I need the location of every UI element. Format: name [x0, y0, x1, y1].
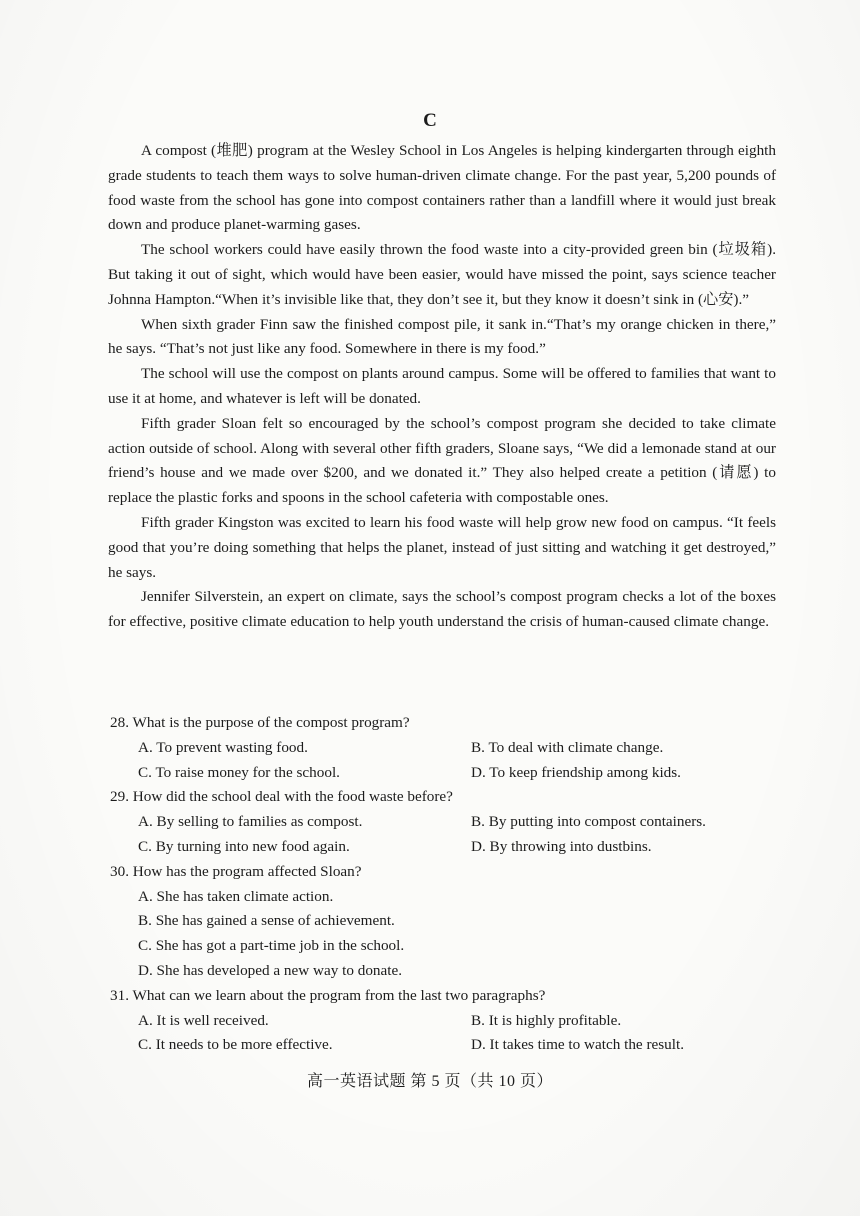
question-list	[110, 711, 776, 1058]
section-heading: C	[423, 110, 437, 131]
passage-paragraph: When sixth grader Finn saw the finished compost pile, it sank in.“That’s my orange chicken in there,” he says. “That’s not just like any food. Somewhere in there is my food.”	[108, 315, 776, 358]
reading-passage	[108, 139, 776, 635]
option-b: B. By putting into compost containers.	[471, 813, 706, 831]
answer-options	[110, 1009, 776, 1059]
answer-options	[110, 810, 776, 860]
option-b: B. She has gained a sense of achievement.	[138, 912, 395, 930]
option-a: A. To prevent wasting food.	[138, 738, 308, 756]
passage-paragraph: A compost (堆肥) program at the Wesley School in Los Angeles is helping kindergarten through eighth grade students to teach them ways to solve human-driven climate change. For the past year, 5,200 pounds of food waste from the school has gone into compost containers rather than a landfill where it would just break down and produce planet-warming gases.	[108, 142, 776, 234]
passage-paragraph: The school workers could have easily thrown the food waste into a city-provided green bin (垃圾箱). But taking it out of sight, which would have been easier, would have missed the point, says science teacher Johnna Hampton.“When it’s invisible like that, they don’t see it, but they know it doesn’t sink in (心安).”	[108, 241, 776, 308]
option-a: A. It is well received.	[138, 1011, 269, 1029]
option-d: D. To keep friendship among kids.	[471, 763, 681, 781]
option-d: D. It takes time to watch the result.	[471, 1036, 684, 1054]
passage-paragraph: The school will use the compost on plants around campus. Some will be offered to families that want to use it at home, and whatever is left will be donated.	[108, 365, 776, 407]
question-stem: 29. How did the school deal with the food waste before?	[110, 788, 453, 806]
passage-paragraph: Jennifer Silverstein, an expert on climate, says the school’s compost program checks a lot of the boxes for effective, positive climate education to help youth understand the crisis of human-caused climate change.	[108, 588, 776, 631]
question-stem: 28. What is the purpose of the compost program?	[110, 714, 410, 731]
question-stem: 30. How has the program affected Sloan?	[110, 862, 362, 880]
option-d: D. By throwing into dustbins.	[471, 837, 652, 855]
option-a: A. She has taken climate action.	[138, 887, 334, 905]
passage-paragraph: Fifth grader Sloan felt so encouraged by the school’s compost program she decided to take climate action outside of school. Along with several other fifth graders, Sloane says, “We did a lemonade stand at our friend’s house and we made over $200, and we donated it.” They also helped create a petition (请愿) to replace the plastic forks and spoons in the school cafeteria with compostable ones.	[108, 414, 776, 507]
passage-paragraph: Fifth grader Kingston was excited to learn his food waste will help grow new food on campus. “It feels good that you’re doing something that helps the planet, instead of just sitting and watching it get destroyed,” he says.	[108, 513, 776, 581]
option-a: A. By selling to families as compost.	[138, 813, 363, 831]
question-31	[110, 984, 776, 1058]
option-c: C. To raise money for the school.	[138, 763, 340, 781]
option-d: D. She has developed a new way to donate.	[138, 961, 403, 979]
option-c: C. She has got a part-time job in the school.	[138, 937, 405, 955]
option-b: B. It is highly profitable.	[471, 1011, 622, 1029]
answer-options	[110, 736, 776, 786]
question-30	[110, 860, 776, 984]
page-footer: 高一英语试题 第 5 页（共 10 页）	[306, 1073, 553, 1090]
option-b: B. To deal with climate change.	[471, 738, 664, 756]
option-c: C. By turning into new food again.	[138, 837, 350, 855]
option-c: C. It needs to be more effective.	[138, 1036, 333, 1054]
answer-options	[110, 885, 776, 984]
question-stem: 31. What can we learn about the program from the last two paragraphs?	[110, 986, 546, 1004]
question-28	[110, 711, 776, 785]
question-29	[110, 785, 776, 859]
